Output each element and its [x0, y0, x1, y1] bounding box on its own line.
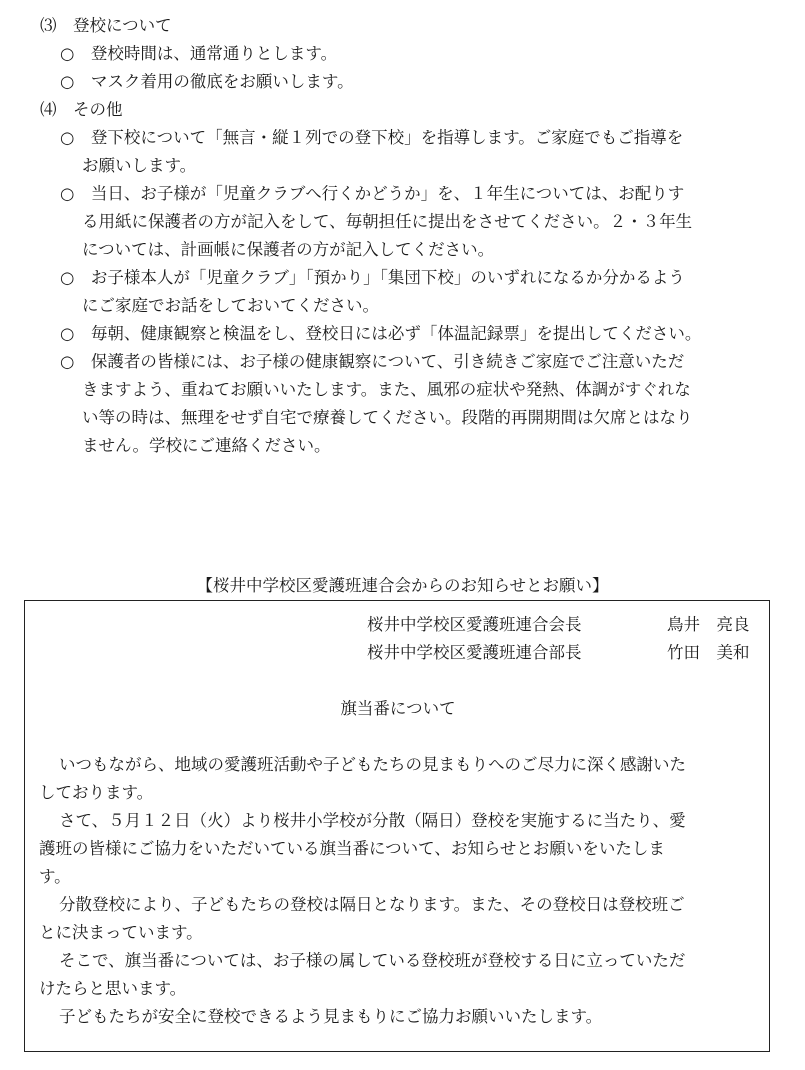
- paragraph-line: けたらと思います。: [39, 979, 187, 998]
- list-item: ○ お子様本人が「児童クラブ」「預かり」「集団下校」のいずれになるか分かるよう: [60, 268, 685, 287]
- list-item-continuation: ません。学校にご連絡ください。: [82, 436, 331, 455]
- signatory-name: 竹田 美和: [667, 643, 750, 662]
- list-item-continuation: については、計画帳に保護者の方が記入してください。: [82, 240, 495, 259]
- paragraph-line: いつもながら、地域の愛護班活動や子どもたちの見まもりへのご尽力に深く感謝いた: [59, 755, 686, 774]
- notice-title: 【桜井中学校区愛護班連合会からのお知らせとお願い】: [196, 576, 609, 595]
- paragraph-line: とに決まっています。: [39, 923, 203, 942]
- list-item-continuation: る用紙に保護者の方が記入をして、毎朝担任に提出をさせてください。２・３年生: [82, 212, 693, 231]
- list-item: ○ 登下校について「無言・縦１列での登下校」を指導します。ご家庭でもご指導を: [60, 128, 684, 147]
- section-4-heading: ⑷ その他: [40, 100, 123, 119]
- signatory-role: 桜井中学校区愛護班連合部長: [367, 643, 582, 662]
- list-item: ○ 保護者の皆様には、お子様の健康観察について、引き続きご家庭でご注意いただ: [60, 352, 685, 371]
- paragraph-line: 子どもたちが安全に登校できるよう見まもりにご協力お願いいたします。: [59, 1007, 603, 1026]
- signatory-name: 鳥井 亮良: [667, 615, 750, 634]
- paragraph-line: そこで、旗当番については、お子様の属している登校班が登校する日に立っていただ: [59, 951, 686, 970]
- list-item: ○ 登校時間は、通常通りとします。: [60, 44, 338, 63]
- signatory-role: 桜井中学校区愛護班連合会長: [367, 615, 582, 634]
- paragraph-line: さて、５月１２日（火）より桜井小学校が分散（隔日）登校を実施するに当たり、愛: [59, 811, 686, 830]
- paragraph-line: 護班の皆様にご協力をいただいている旗当番について、お知らせとお願いをいたしま: [39, 839, 665, 858]
- list-item-continuation: にご家庭でお話をしておいてください。: [82, 296, 379, 315]
- section-3-heading: ⑶ 登校について: [40, 16, 172, 35]
- notice-subject: 旗当番について: [340, 699, 456, 718]
- list-item-continuation: い等の時は、無理をせず自宅で療養してください。段階的再開期間は欠席とはなり: [82, 408, 693, 427]
- paragraph-line: しております。: [39, 783, 154, 802]
- list-item: ○ マスク着用の徹底をお願いします。: [60, 72, 354, 91]
- paragraph-line: 分散登校により、子どもたちの登校は隔日となります。また、その登校日は登校班ご: [59, 895, 685, 914]
- list-item: ○ 毎朝、健康観察と検温をし、登校日には必ず「体温記録票」を提出してください。: [60, 324, 702, 343]
- paragraph-line: す。: [39, 867, 71, 886]
- list-item-continuation: お願いします。: [82, 156, 197, 175]
- notice-box: [24, 600, 770, 1052]
- list-item: ○ 当日、お子様が「児童クラブへ行くかどうか」を、１年生については、お配りす: [60, 184, 685, 203]
- list-item-continuation: きますよう、重ねてお願いいたします。また、風邪の症状や発熱、体調がすぐれな: [82, 380, 691, 399]
